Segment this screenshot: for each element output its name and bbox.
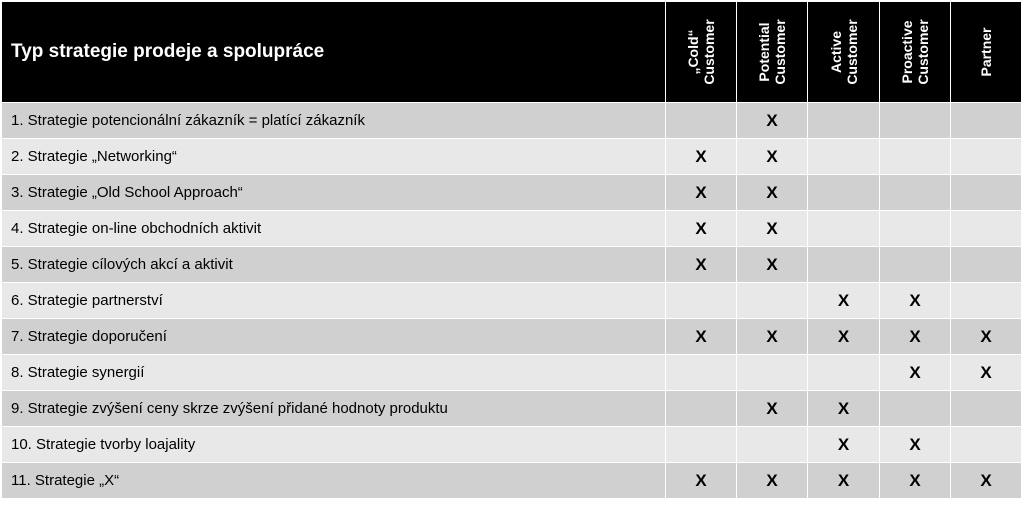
empty-cell [880, 247, 951, 283]
check-mark-cell: X [666, 211, 737, 247]
strategy-matrix [1, 1, 1022, 499]
empty-cell [880, 211, 951, 247]
empty-cell [666, 391, 737, 427]
check-mark-cell: X [737, 319, 808, 355]
empty-cell [951, 283, 1022, 319]
empty-cell [951, 391, 1022, 427]
table-row [2, 103, 1022, 139]
column-header-partner [951, 2, 1022, 103]
empty-cell [951, 103, 1022, 139]
column-header-potential-customer [737, 2, 808, 103]
check-mark-cell: X [880, 283, 951, 319]
check-mark-cell: X [880, 463, 951, 499]
strategy-label: 9. Strategie zvýšení ceny skrze zvýšení přidané hodnoty produktu [2, 391, 666, 427]
empty-cell [880, 391, 951, 427]
empty-cell [808, 175, 880, 211]
column-header-line: Potential [756, 22, 772, 82]
table-row [2, 247, 1022, 283]
check-mark-cell: X [880, 319, 951, 355]
empty-cell [666, 103, 737, 139]
strategy-label: 2. Strategie „Networking“ [2, 139, 666, 175]
strategy-label: 10. Strategie tvorby loajality [2, 427, 666, 463]
empty-cell [951, 427, 1022, 463]
table-row [2, 391, 1022, 427]
check-mark-cell: X [737, 139, 808, 175]
check-mark-cell: X [880, 427, 951, 463]
strategy-label: 3. Strategie „Old School Approach“ [2, 175, 666, 211]
check-mark-cell: X [666, 247, 737, 283]
empty-cell [666, 283, 737, 319]
empty-cell [666, 427, 737, 463]
table-title: Typ strategie prodeje a spolupráce [2, 2, 666, 103]
check-mark-cell: X [737, 103, 808, 139]
column-header-line: Customer [843, 19, 860, 85]
column-header-line: Customer [915, 19, 931, 85]
empty-cell [880, 139, 951, 175]
table-body [2, 103, 1022, 499]
empty-cell [880, 103, 951, 139]
check-mark-cell: X [666, 463, 737, 499]
strategy-label: 8. Strategie synergií [2, 355, 666, 391]
column-header-line: „Cold“ [685, 29, 701, 75]
check-mark-cell: X [808, 427, 880, 463]
strategy-label: 11. Strategie „X“ [2, 463, 666, 499]
strategy-table [1, 1, 1022, 499]
check-mark-cell: X [666, 139, 737, 175]
check-mark-cell: X [951, 319, 1022, 355]
table-row [2, 319, 1022, 355]
empty-cell [808, 139, 880, 175]
check-mark-cell: X [808, 283, 880, 319]
strategy-label: 5. Strategie cílových akcí a aktivit [2, 247, 666, 283]
check-mark-cell: X [951, 463, 1022, 499]
column-header-line: Customer [701, 19, 717, 85]
empty-cell [951, 139, 1022, 175]
strategy-label: 1. Strategie potencionální zákazník = platící zákazník [2, 103, 666, 139]
empty-cell [808, 247, 880, 283]
check-mark-cell: X [666, 319, 737, 355]
table-row [2, 211, 1022, 247]
empty-cell [951, 247, 1022, 283]
column-header-line: Active [827, 30, 844, 74]
empty-cell [737, 283, 808, 319]
check-mark-cell: X [737, 175, 808, 211]
empty-cell [951, 211, 1022, 247]
table-row [2, 283, 1022, 319]
check-mark-cell: X [808, 463, 880, 499]
column-header-active-customer [808, 2, 880, 103]
empty-cell [951, 175, 1022, 211]
column-header-line: Partner [978, 27, 994, 77]
table-row [2, 355, 1022, 391]
strategy-label: 6. Strategie partnerství [2, 283, 666, 319]
check-mark-cell: X [737, 463, 808, 499]
empty-cell [666, 355, 737, 391]
check-mark-cell: X [666, 175, 737, 211]
table-row [2, 175, 1022, 211]
empty-cell [808, 211, 880, 247]
empty-cell [737, 427, 808, 463]
check-mark-cell: X [737, 211, 808, 247]
table-row [2, 139, 1022, 175]
table-row [2, 427, 1022, 463]
check-mark-cell: X [808, 391, 880, 427]
empty-cell [880, 175, 951, 211]
column-header-line: Proactive [899, 20, 915, 84]
empty-cell [808, 355, 880, 391]
empty-cell [808, 103, 880, 139]
check-mark-cell: X [808, 319, 880, 355]
check-mark-cell: X [880, 355, 951, 391]
empty-cell [737, 355, 808, 391]
column-header-line: Customer [772, 19, 788, 85]
column-header-cold-customer [666, 2, 737, 103]
check-mark-cell: X [737, 247, 808, 283]
column-header-proactive-customer [880, 2, 951, 103]
check-mark-cell: X [737, 391, 808, 427]
strategy-label: 7. Strategie doporučení [2, 319, 666, 355]
check-mark-cell: X [951, 355, 1022, 391]
strategy-label: 4. Strategie on-line obchodních aktivit [2, 211, 666, 247]
header-row [2, 2, 1022, 103]
table-row [2, 463, 1022, 499]
